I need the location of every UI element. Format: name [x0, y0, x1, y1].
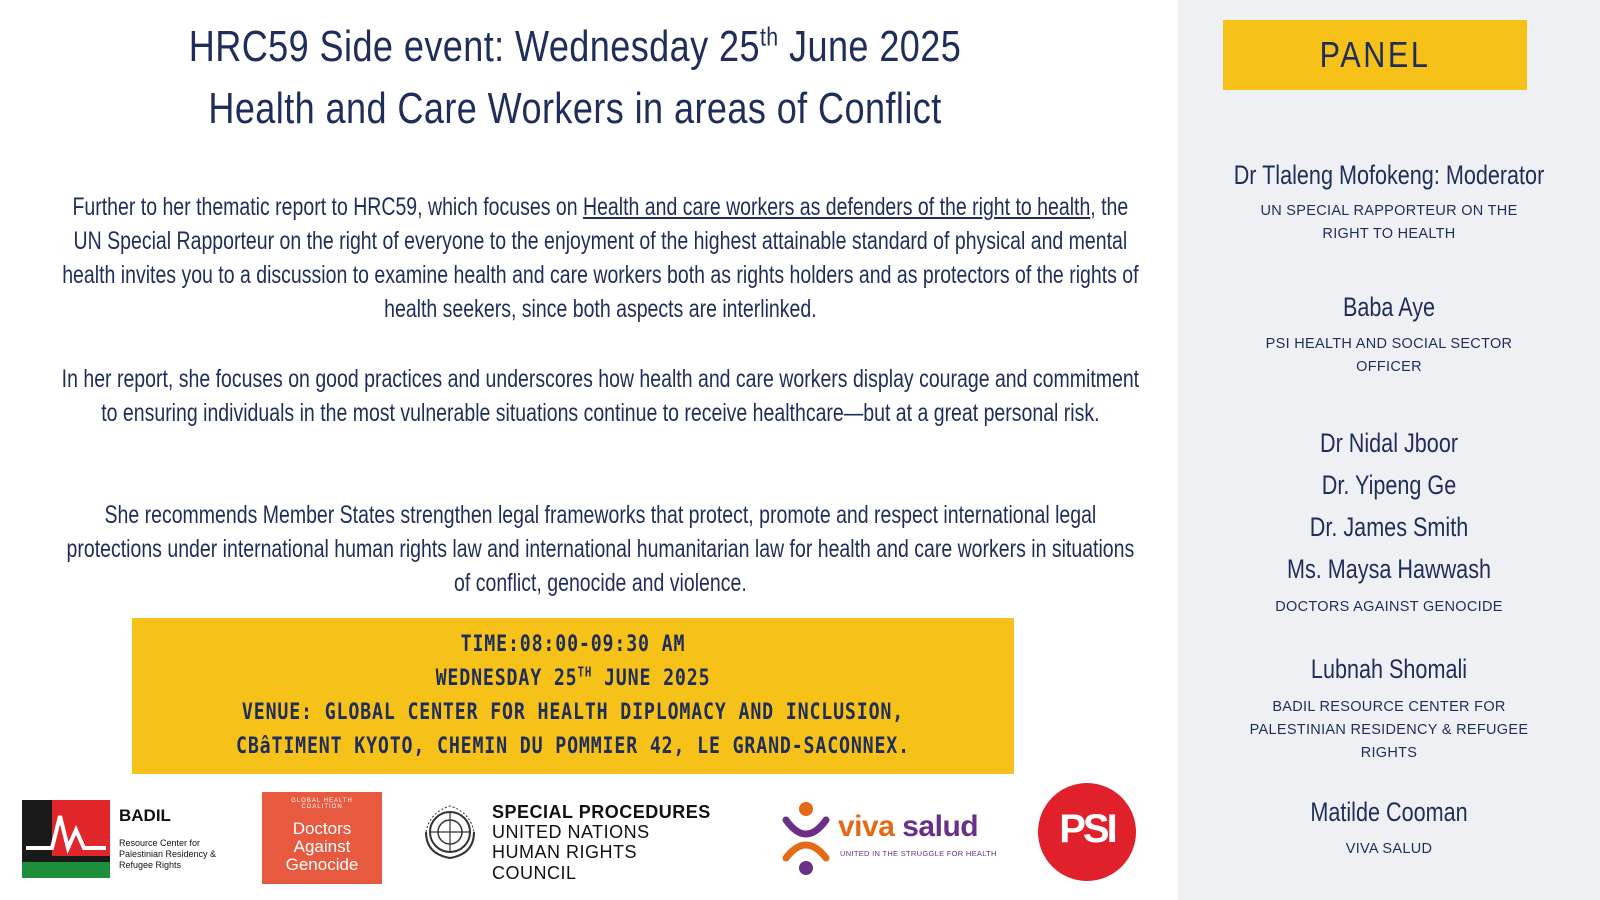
doctors-against-genocide-logo: GLOBAL HEALTH COALITION Doctors Against Genocide: [262, 792, 382, 884]
speaker-name: Dr. James Smith: [1309, 512, 1469, 542]
speaker-role: BADIL RESOURCE CENTER FOR PALESTINIAN RESIDENCY & REFUGEE RIGHTS: [1249, 699, 1529, 761]
speaker-role: PSI HEALTH AND SOCIAL SECTOR OFFICER: [1265, 336, 1513, 375]
un-emblem-icon: [420, 802, 480, 862]
event-venue-line2: CBâTIMENT KYOTO, CHEMIN DU POMMIER 42, LE GRAND-SACONNEX.: [236, 734, 910, 759]
intro-paragraph: Further to her thematic report to HRC59, which focuses on Health and care workers as defenders of the right to health, the UN Special Rapporteur on the right of everyone to the enjoyment of the highest attainable standard of physical and mental health invites you to a discussion to examine health and care workers both as rights holders and as protectors of the rights of health seekers, since both aspects are interlinked.: [62, 193, 1139, 323]
event-time: TIME:08:00-09:30 AM: [460, 632, 686, 657]
badil-mark-icon: [22, 800, 110, 878]
viva-salud-figure-icon: [782, 800, 830, 876]
speaker-name: Matilde Cooman: [1310, 797, 1468, 827]
speaker-name: Baba Aye: [1342, 292, 1436, 322]
speaker-role: UN SPECIAL RAPPORTEUR ON THE RIGHT TO HEALTH: [1260, 203, 1518, 242]
speaker-name: Dr Nidal Jboor: [1319, 428, 1459, 458]
viva-salud-logo: viva salud UNITED IN THE STRUGGLE FOR HEALTH: [782, 800, 1002, 876]
report-link[interactable]: Health and care workers as defenders of the right to health: [582, 193, 1091, 221]
recommendation-paragraph: She recommends Member States strengthen legal frameworks that protect, promote and respect international legal protections under international human rights law and international humanitarian law for health and care workers in situations of conflict, genocide and violence.: [66, 501, 1135, 597]
un-special-procedures-logo: SPECIAL PROCEDURES UNITED NATIONS HUMAN RIGHTS COUNCIL: [420, 800, 720, 864]
event-title: HRC59 Side event: Wednesday 25th June 2025: [188, 21, 962, 71]
event-date: WEDNESDAY 25TH JUNE 2025: [435, 665, 711, 691]
panel-heading: PANEL: [1223, 20, 1527, 90]
speaker-name: Ms. Maysa Hawwash: [1286, 554, 1492, 584]
speaker-name: Lubnah Shomali: [1310, 654, 1468, 684]
psi-logo: PSI: [1038, 783, 1136, 881]
event-info-box: [132, 618, 1014, 774]
speaker-role: VIVA SALUD: [1345, 841, 1433, 857]
badil-logo: BADIL Resource Center for Palestinian Residency & Refugee Rights: [22, 800, 222, 878]
speaker-name: Dr. Yipeng Ge: [1321, 470, 1457, 500]
speaker-role: DOCTORS AGAINST GENOCIDE: [1275, 599, 1503, 615]
speaker-name: Dr Tlaleng Mofokeng: Moderator: [1233, 160, 1545, 190]
report-paragraph: In her report, she focuses on good practices and underscores how health and care workers display courage and commitment to ensuring individuals in the most vulnerable situations continue to receive healthcare—but at a great personal risk.: [61, 365, 1140, 427]
event-venue-line1: VENUE: GLOBAL CENTER FOR HEALTH DIPLOMACY AND INCLUSION,: [241, 700, 905, 725]
event-subtitle: Health and Care Workers in areas of Conflict: [208, 84, 942, 133]
